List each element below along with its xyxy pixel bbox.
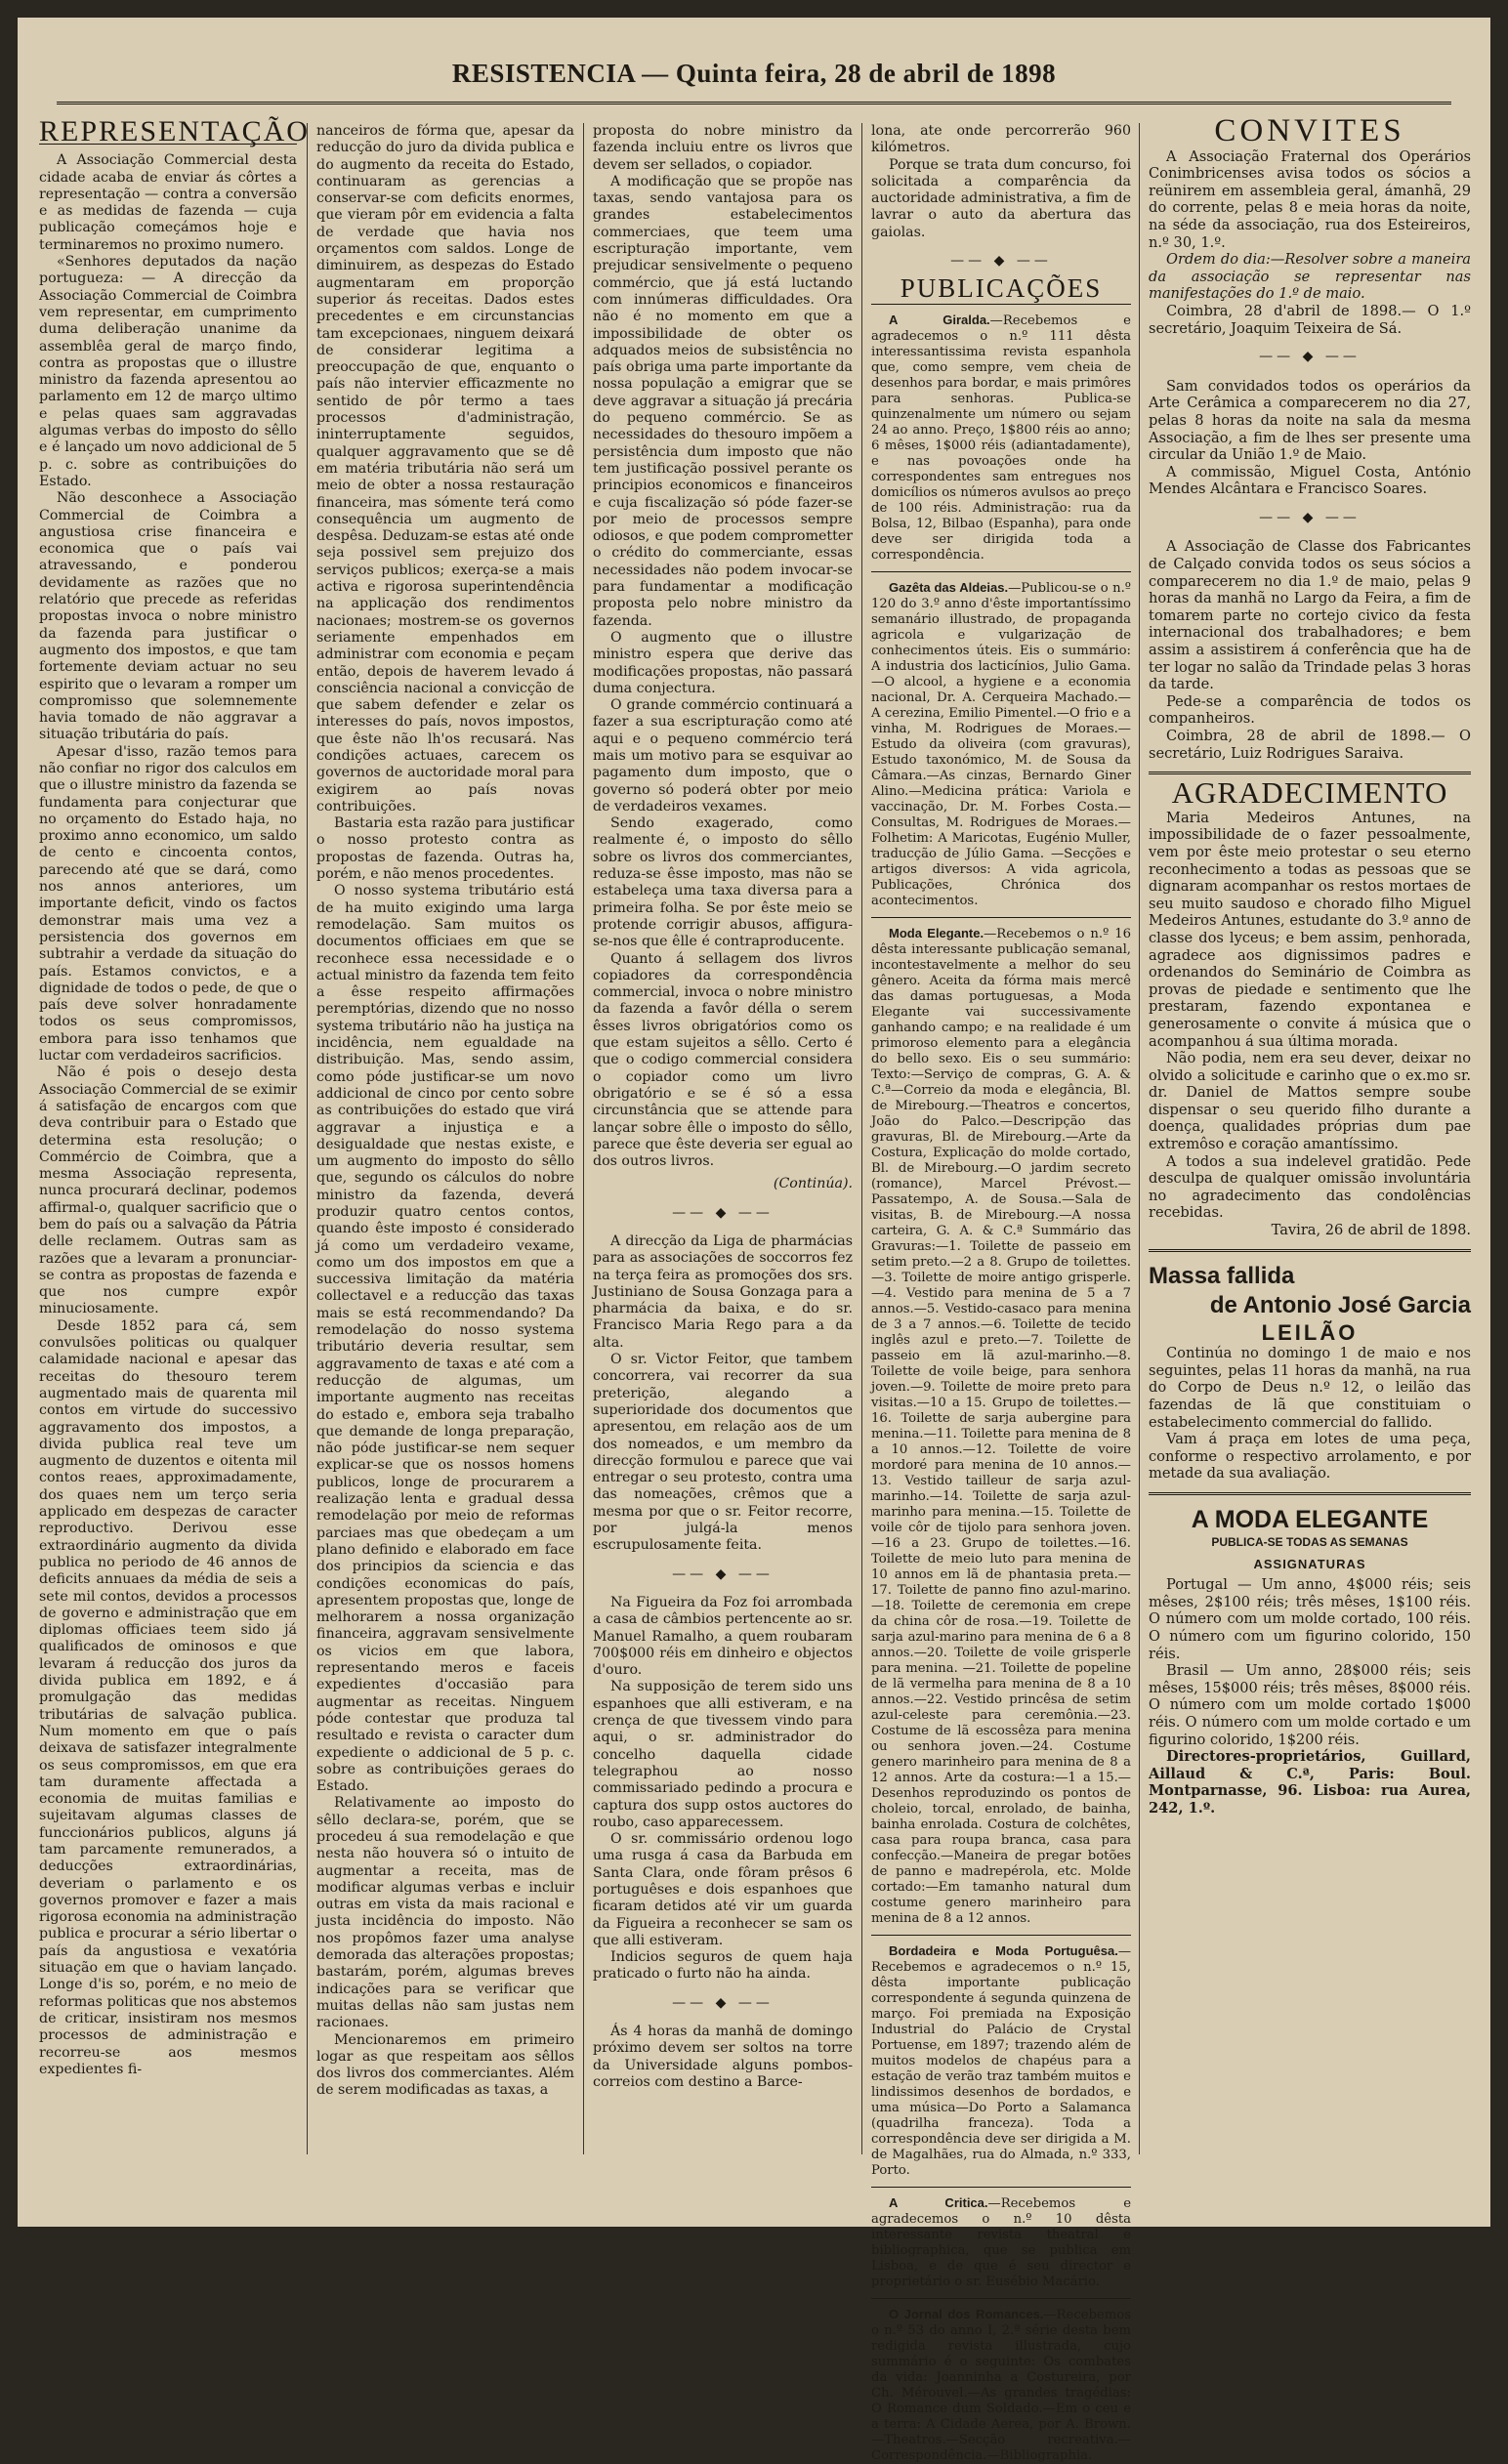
paragraph: A Associação de Classe dos Fabricantes de Calçado convida todos os seus sócios a comparecerem no dia 1.º de maio, pelas 9 horas da manhã no Largo da Feira, a fim de tomarem parte no cortejo civico da festa internacional dos trabalhadores; e bem assim a assistirem á conferência que ha de ter logar no salão da Trindade pelas 3 horas da tarde. xyxy=(1149,538,1471,693)
signature: A commissão, Miguel Costa, António Mendes Alcântara e Francisco Soares. xyxy=(1149,463,1471,498)
item-title: A Critica. xyxy=(889,2195,988,2211)
paragraph: Relativamente ao imposto do sêllo declara-se, porém, que se procedeu á sua remodelação e que nesta não houvera só o intuito de augmentar a receita, mas de modificar algumas verbas e incluir outras em vista da mais racional e justa incidência do imposto. Não nos propômos fazer uma analyse demorada das alterações propostas; bastarám, porém, algumas breves indicações para se verificar que muitas dellas não sam justas nem racionaes. xyxy=(316,1795,574,2031)
paragraph: Bastaria esta razão para justificar o nosso protesto contra as propostas de fazenda. Outras ha, porém, e não menos procedentes. xyxy=(316,815,574,883)
item-title: Gazêta das Aldeias. xyxy=(889,580,1009,596)
moda-elegante-subtitle: PUBLICA-SE TODAS AS SEMANAS xyxy=(1211,1534,1408,1549)
paragraph: Na Figueira da Foz foi arrombada a casa de câmbios pertencente ao sr. Manuel Ramalho, a quem roubaram 700$000 réis em dinheiro e objectos d'ouro. xyxy=(593,1594,853,1679)
paragraph: lona, ate onde percorrerão 960 kilómetros. xyxy=(871,123,1131,156)
header-rule xyxy=(57,102,1451,104)
paragraph: A todos a sua indelevel gratidão. Pede desculpa de qualquer omissão involuntária no agradecimento das condolências recebidas. xyxy=(1149,1152,1471,1222)
column-2 xyxy=(316,123,574,2213)
paragraph: A modificação que se propõe nas taxas, sendo vantajosa para os grandes estabelecimentos commerciaes, que teem uma escripturação importante, vem prejudicar sensivelmente o pequeno commércio, que já está luctando com innúmeras difficuldades. Ora não é no momento em que a impossibilidade de obter os adquados meios de subsistência no país obriga uma parte importante da nossa população a emigrar que se deve aggravar a situação já precária do pequeno commércio. Se as necessidades do thesouro impõem a persistência dum imposto que não tem justificação possivel perante os principios economicos e financeiros e cuja fiscalização só póde fazer-se por meio de processos sempre odiosos, e que podem comprometter o crédito do commerciante, essas necessidades não podem invocar-se para fundamentar a modificação proposta pelo nobre ministro da fazenda. xyxy=(593,173,853,629)
item-body: —Recebemos e agradecemos o n.º 111 dêsta interessantissima revista espanhola que, como sempre, vem cheia de desenhos para bordar, e mais primôres para senhoras. Publica-se quinzenalmente um número ou sejam 24 ao anno. Preço, 1$800 réis ao anno; 6 mêses, 1$000 réis (adiantadamente), e nas povoações onde ha correspondentes sam entregues nos domicílios os números avulsos ao preço de 100 réis. Administração: rua da Bolsa, 12, Bilbao (Espanha), para onde deve ser dirigida toda a correspondência. xyxy=(871,313,1131,564)
item-title: Bordadeira e Moda Portuguêsa. xyxy=(889,1943,1118,1959)
column-3 xyxy=(593,123,853,2213)
paragraph: Não desconhece a Associação Commercial de Coimbra a angustiosa crise financeira e economica que o país vai atravessando, e ponderou devidamente as razões que no relatório que precede as referidas propostas invoca o nobre ministro da fazenda para justificar o augmento dos impostos, e que tam fortemente deviam actuar no seu espirito que o levaram a romper um compromisso que solemnemente havia tomado de não aggravar a situação tributária do país. xyxy=(39,490,297,743)
signature: Coimbra, 28 de abril de 1898.— O secretário, Luiz Rodrigues Saraiva. xyxy=(1149,728,1471,762)
item-body: —Recebemos e agradecemos o n.º 15, dêsta importante publicação correspondente á segunda quinzena de março. Foi premiada na Exposição Industrial do Palácio de Crystal Portuense, em 1897; trazendo além de muitos modelos de chapéus para a estação de verão traz também muitos e lindissimos desenhos de bordados, e uma música—Do Porto a Salamanca (quadrilha franceza). Toda a correspondência deve ser dirigida a M. de Magalhães, rua do Almada, n.º 333, Porto. xyxy=(871,1944,1131,2179)
running-head: RESISTENCIA — Quinta feira, 28 de abril de 1898 xyxy=(451,59,1057,88)
paragraph: Desde 1852 para cá, sem convulsões politicas ou qualquer calamidade nacional e apesar das receitas do thesouro terem augmentado mais de quarenta mil contos em virtude do successivo aggravamento dos impostos, a divida publica real teve um augmento de duzentos e oitenta mil contos reaes, approximadamente, dos quaes nem um terço seria applicado em despezas de caracter reproductivo. Derivou esse extraordinário augmento da divida publica no periodo de 46 annos de deficits annuaes da média de seis a sete mil contos, devidos a processos de governo e administração que em diplomas officiaes teem sido já qualificados de ominosos e que levaram á reducção dos juros da divida publica em 1892, e á promulgação das medidas tributárias de salvação publica. Num momento em que o país deixava de satisfazer integralmente os seus compromissos, em que era tam duramente affectada a economia de muitas familias e sujeitavam algumas classes de funccionários publicos, alguns já tam parcamente remunerados, a deducções extraordinárias, deveriam o parlamento e os governos promover e fazer a mais rigorosa economia na administração publica e procurar a sério libertar o país da angustiosa e vexatória situação em que o haviam lançado. Longe d'is so, porém, e no meio de reformas politicas que nos abstemos de criticar, insistiram nos mesmos processos de administração e recorreu-se aos mesmos expedientes fi- xyxy=(39,1317,297,2077)
section-title-agradecimento: AGRADECIMENTO xyxy=(1171,775,1448,811)
paragraph: Apesar d'isso, razão temos para não confiar no rigor dos calculos em que o illustre ministro da fazenda se fundamenta para conjecturar que no orçamento do Estado haja, no proximo anno economico, um saldo de cento e cincoenta contos, parecendo até que se dará, como nos annos anteriores, um importante deficit, vindo os factos demonstrar mais uma vez a persistencia dos governos em subtrahir a verdade da situação do país. Estamos convictos, e a dignidade de todos o pede, de que o país deve solver honradamente todos os seus compromissos, embora para isso tenhamos que luctar com verdadeiros sacrificios. xyxy=(39,743,297,1065)
paragraph: Vam á praça em lotes de uma peça, conforme o respectivo arrolamento, e por metade da sua avaliação. xyxy=(1149,1431,1471,1483)
newspaper-page xyxy=(18,18,1490,2464)
section-title-convites: CONVITES xyxy=(1214,113,1405,148)
column-1 xyxy=(39,115,310,2213)
paragraph: Continúa no domingo 1 de maio e nos seguintes, pelas 11 horas da manhã, na rua do Corpo de Deus n.º 12, o leilão das fazendas de lã que constituiam o estabelecimento commercial do fallido. xyxy=(1149,1345,1471,1431)
column-rule xyxy=(861,123,862,2154)
column-rule xyxy=(1139,123,1140,2154)
item-title: Moda Elegante. xyxy=(889,926,984,941)
divider xyxy=(1149,1249,1471,1252)
item-title: A Giralda. xyxy=(889,313,990,328)
signature: Tavira, 26 de abril de 1898. xyxy=(1271,1222,1471,1239)
paragraph: O sr. Victor Feitor, que tambem concorrera, vai recorrer da sua preterição, alegando a superioridade dos documentos que apresentou, em relação aos de um dos nomeados, e um membro da direcção formulou e parece que vai entregar o seu protesto, contra uma das nomeações, crêmos que a mesma por que o sr. Feitor recorre, por julgá-la menos escrupulosamente feita. xyxy=(593,1352,853,1554)
paragraph: Sam convidados todos os operários da Arte Cerâmica a comparecerem no dia 27, pelas 8 horas da noite na sala da mesma Associação, a fim de lhes ser presente uma circular da União 1.º de Maio. xyxy=(1149,377,1471,464)
divider xyxy=(871,2187,1131,2188)
paragraph: A Associação Commercial desta cidade acaba de enviar ás côrtes a representação — contra a conversão e as medidas de fazenda — cuja publicação começámos hoje e terminaremos no proximo numero. xyxy=(39,152,297,253)
item-body: —Recebemos e agradecemos o n.º 10 dêsta interessante revista theatral e bibliographica, que se publica em Lisboa, e de que é seu director e proprietário o sr. Eusébio Macário. xyxy=(871,2196,1131,2290)
paragraph: Ás 4 horas da manhã de domingo próximo devem ser soltos na torre da Universidade alguns pombos-correios com destino a Barce- xyxy=(593,2024,853,2090)
item-title: O Jornal dos Romances. xyxy=(889,2307,1044,2322)
paragraph: O grande commércio continuará a fazer a sua escripturação como até aqui e o pequeno commércio terá mais um motivo para se esquivar ao pagamento dum imposto, que o governo só poderá obter por meio de verdadeiros vexames. xyxy=(593,697,853,814)
paragraph: Ordem do dia:—Resolver sobre a maneira da associação se representar nas manifestações do 1.º de maio. xyxy=(1149,251,1471,303)
item-body: —Recebemos o n.º 16 dêsta interessante publicação semanal, incontestavelmente a melhor do seu gênero. Aceita da fórma mais mercê das damas portuguesas, a Moda Elegante vai successivamente ganhando campo; e na realidade é um primoroso elemento para a elegância do bello sexo. Eis o seu summário: Texto:—Serviço de compras, G. A. & C.ª—Correio da moda e elegância, Bl. de Mirebourg.—Theatros e concertos, João do Palco.—Descripção das gravuras, Bl. de Mirebourg.—Arte da Costura, Explicação do molde cortado, Bl. de Mirebourg.—O jardim secreto (romance), Marcel Prévost.—Passatempo, A. de Sousa.—Sala de visitas, B. de Mirebourg.—A nossa carteira, G. A. & C.ª Summário das Gravuras:—1. Toilette de passeio em setim preto.—2 a 8. Grupo de toilettes.—3. Toilette de moire antigo grisperle.—4. Vestido para menina de 5 a 7 annos.—5. Vestido-casaco para menina de 3 a 7 annos.—6. Toilette de tecido inglês azul e preto.—7. Toilette de passeio em lã azul-marinho.—8. Toilette de voile beige, para senhora joven.—9. Toilette de moire preto para visitas.—10 a 15. Grupo de toilettes.—16. Toilette de sarja aubergine para menina.—11. Toilette para menina de 8 a 10 annos.—12. Toilette de voire mordoré para menina de 10 annos.—13. Vestido tailleur de sarja azul-marinho.—14. Toilette de sarja azul-marinho para menina.—15. Toilette de voile côr de tijolo para senhora joven. —16 a 23. Grupo de toilettes.—16. Toilette de meio luto para menina de 10 annos em lã de phantasia preta.—17. Toilette de panno fino azul-marino.—18. Toilette de ceremonia em crepe da china côr de rosa.—19. Toilette de sarja azul-marino para menina de 6 a 8 annos.—20. Toilette de voile grisperle para menina. —21. Toilette de popeline de lã vermelha para menina de 8 a 10 annos.—22. Vestido princêsa de setim azul-celeste para ceremônia.—23. Costume de lã escossêza para menina ou senhora joven.—24. Costume genero marinheiro para menina de 8 a 12 annos. Arte da costura:—1 a 15.—Desenhos reproduzindo os pontos de choleio, torcal, enrolado, de bainha, bainha enrolada. Costura de colchêtes, casa para roupa branca, casa para confecção.—Maneira de pregar botões de panno e madrepérola, etc. Molde cortado:—Em tamanho natural dum costume genero marinheiro para menina de 8 a 12 annos. xyxy=(871,927,1131,1927)
paragraph: Indicios seguros de quem haja praticado o furto não ha ainda. xyxy=(593,1949,853,1983)
divider xyxy=(871,917,1131,918)
column-5 xyxy=(1149,113,1471,2213)
divider xyxy=(871,2298,1131,2299)
item-body: —Recebemos o n.º 53 do anno I, 2.ª série desta bem redigida revista illustrada, cujo summário é o seguinte: Os combates da vida: Joanninha a Costureira, por Ch. Mérouvel.—As grandes tragédias: O Romance dum Soldado.—Em o ceu e a terra: A Cidade Aerea, por A. Brown.—Theatros.—Secção recreativa.—Correspondência.—Bibliographia. xyxy=(871,2308,1131,2464)
paragraph: «Senhores deputados da nação portugueza: — A direcção da Associação Commercial de Coimbra vem representar, em cumprimento duma deliberação unanime da assemblêa geral de março findo, contra as propostas que o illustre ministro da fazenda apresentou ao parlamento em 12 de março ultimo e pelas quaes sam aggravadas algumas verbas do imposto do sêllo e é lançado um novo addicional de 5 p. c. sobre as contribuições do Estado. xyxy=(39,254,297,489)
divider xyxy=(871,571,1131,572)
paragraph: Sendo exagerado, como realmente é, o imposto do sêllo sobre os livros dos commerciantes, reduza-se êsse imposto, mas não se estabeleça uma taxa diversa para a primeira folha. Se por êste meio se protende corrigir abusos, affigura-se-nos que êlle é contraproducente. xyxy=(593,815,853,950)
leilao-title: LEILÃO xyxy=(1261,1319,1359,1345)
fleuron-divider: —— ◆ —— xyxy=(1259,349,1361,365)
section-title-publicacoes: PUBLICAÇÕES xyxy=(900,273,1103,304)
paragraph: O nosso systema tributário está de ha muito exigindo uma larga remodelação. Sam muitos os documentos officiaes em que se reconhece essa necessidade e o actual ministro da fazenda tem feito a êsse respeito affirmações peremptórias, dizendo que no nosso systema tributário não ha justiça na incidência, nem egualdade na distribuição. Mas, sendo assim, como póde justificar-se um novo addicional de cinco por cento sobre as contribuições do estado que virá aggravar a injustiça e a desigualdade que nestas existe, e um augmento do imposto do sêllo que, segundo os cálculos do nobre ministro da fazenda, deverá produzir quatro centos contos, quando êste imposto é considerado já como um verdadeiro vexame, como um dos impostos em que a successiva limitação da matéria collectavel e a reducção das taxas mais se está recommendando? Da remodelação do nosso systema tributário deveria resultar, sem aggravamento de taxas e até com a reducção de algumas, um importante augmento nas receitas do estado e, embora seja trabalho que demande de longa preparação, não póde justificar-se nem sequer explicar-se que os nossos homens publicos, longe de procurarem a realização lenta e gradual dessa remodelação por meio de reformas parciaes mas que obedeçam a um plano definido e elaborado em face dos principios da sciencia e das condições economicas do país, apresentem propostas que, longe de melhorarem a nossa organização financeira, aggravam sensivelmente os vicios em que labora, representando meros e faceis expedientes d'occasião para augmentar as receitas. Ninguem póde contestar que produza tal resultado e revista o caracter dum expediente o addicional de 5 p. c. sobre as contribuições geraes do Estado. xyxy=(316,883,574,1795)
divider xyxy=(871,304,1131,305)
massa-fallida-title: Massa fallida xyxy=(1149,1262,1295,1289)
divider xyxy=(1149,772,1471,774)
paragraph: Mencionaremos em primeiro logar as que respeitam aos sêllos dos livros dos commerciantes. Além de serem modificadas as taxas, a xyxy=(316,2031,574,2099)
divider xyxy=(1149,1492,1471,1495)
paragraph: Porque se trata dum concurso, foi solicitada a comparência da auctoridade administrativa, a fim de lavrar o auto da abertura das gaiolas. xyxy=(871,156,1131,240)
paragraph: A Associação Fraternal dos Operários Conimbricenses avisa todos os sócios a reünirem em assembleia geral, ámanhã, 29 do corrente, pelas 8 e meia horas da noite, na séde da associação, rua dos Esteireiros, n.º 30, 1.º. xyxy=(1149,147,1471,251)
paragraph: Maria Medeiros Antunes, na impossibilidade de o fazer pessoalmente, vem por êste meio protestar o seu eterno reconhecimento a todas as pessoas que se dignaram acompanhar os restos mortaes de seu muito saudoso e chorado filho Miguel Medeiros Antunes, estudante do 3.º anno de classe dos lyceus; e bem assim, penhorada, agradece aos dignissimos padres e ordenandos do Seminário de Coimbra as provas de piedade e sentimento que lhe prestaram, fazendo expontanea e generosamente o convite á música que o acompanhou á sua última morada. xyxy=(1149,809,1471,1050)
divider xyxy=(871,1935,1131,1936)
paragraph: Pede-se a comparência de todos os companheiros. xyxy=(1149,692,1471,728)
column-rule xyxy=(307,123,308,2154)
paragraph: A direcção da Liga de pharmácias para as associações de soccorros fez na terça feira as promoções dos srs. Justiniano de Sousa Gonzaga para a pharmácia da baixa, e do sr. Francisco Maria Rego para a da alta. xyxy=(593,1233,853,1351)
continua-note: (Continúa). xyxy=(773,1176,853,1192)
paragraph: Não podia, nem era seu dever, deixar no olvido a solicitude e carinho que o ex.mo sr. dr. Daniel de Mattos sempre soube dispensar o seu querido filho durante a doença, qualidades próprias dum pae extremôso e coração amantíssimo. xyxy=(1149,1050,1471,1153)
section-title-representacao: REPRESENTAÇÃO xyxy=(39,115,310,147)
massa-fallida-name: de Antonio José Garcia xyxy=(1209,1291,1471,1318)
paragraph: Não é pois o desejo desta Associação Commercial de se eximir á satisfação de encargos com que deva contribuir para o Estado que determina esta resolução; o Commércio de Coimbra, que a mesma Associação representa, nunca procurará declinar, podemos affirmal-o, qualquer sacrificio que o bem do país ou a salvação da Pátria delle reclamem. Outras sam as razões que a levaram a pronunciar-se contra as propostas de fazenda e que nos cumpre expôr minuciosamente. xyxy=(39,1065,297,1317)
paragraph: Brasil — Um anno, 28$000 réis; seis mêses, 15$000 réis; três mêses, 8$000 réis. O número com um molde cortado 1$000 réis. O número com um molde cortado e um figurino colorido, 1$200 réis. xyxy=(1149,1662,1471,1748)
fleuron-divider: —— ◆ —— xyxy=(950,253,1052,270)
fleuron-divider: —— ◆ —— xyxy=(1259,509,1361,525)
paragraph: Quanto á sellagem dos livros copiadores da correspondência commercial, invoca o nobre ministro da fazenda a favôr délla o serem êsses livros obrigatórios como os que estam sujeitos a sêllo. Certo é que o codigo commercial considera o copiador como um livro obrigatório e se é só a essa circunstância que se attende para lançar sobre êlle o imposto do sêllo, parece que êste deveria ser egual ao dos outros livros. xyxy=(593,950,853,1170)
paragraph: proposta do nobre ministro da fazenda incluiu entre os livros que devem ser sellados, o copiador. xyxy=(593,123,853,173)
signature: Coimbra, 28 d'abril de 1898.— O 1.º secretário, Joaquim Teixeira de Sá. xyxy=(1149,302,1471,337)
column-rule xyxy=(583,123,584,2154)
paragraph: Na supposição de terem sido uns espanhoes que alli estiveram, e na crença de que tivessem vindo para aqui, o sr. administrador do concelho daquella cidade telegraphou ao nosso commissariado pedindo a procura e captura dos supp ostos auctores do roubo, caso apparecessem. xyxy=(593,1679,853,1830)
paragraph: O sr. commissário ordenou logo uma rusga á casa da Barbuda em Santa Clara, onde fôram prêsos 6 portuguêses e dois espanhoes que ficaram detidos até vir um guarda da Figueira a reconhecer se sam os que alli estiveram. xyxy=(593,1831,853,1948)
fleuron-divider: —— ◆ —— xyxy=(672,1994,774,2011)
column-4 xyxy=(871,123,1131,2464)
paragraph: nanceiros de fórma que, apesar da reducção do juro da divida publica e do augmento da receita do Estado, continuaram as gerencias a conservar-se com deficits enormes, que vieram pôr em evidencia a falta de verdade que havia nos orçamentos com saldos. Longe de diminuirem, as despezas do Estado augmentaram em proporção superior ás receitas. Dados estes precedentes e em circunstancias tam excepcionaes, ninguem deixará de considerar legitima a preoccupação de que, enquanto o país não intervier efficazmente no sentido de pôr termo a taes processos d'administração, ininterruptamente seguidos, qualquer aggravamento que se dê em matéria tributária não será um meio de obter a nossa restauração financeira, mas sómente terá como consequência um augmento de despêsa. Deduzam-se estas até onde seja possivel sem prejuizo dos serviços publicos; exerça-se a mais activa e rigorosa superintendência na applicação dos rendimentos nacionaes; mostrem-se os governos seriamente empenhados em administrar com economia e peçam então, depois de haverem levado á consciência nacional a convicção de que sabem defender e zelar os interesses do país, novos impostos, que êste não lh'os recusará. Nas condições actuaes, carecem os governos de auctoridade moral para exigirem ao país novas contribuições. xyxy=(316,123,574,814)
paragraph: O augmento que o illustre ministro espera que derive das modificações propostas, não passará duma conjectura. xyxy=(593,629,853,696)
fleuron-divider: —— ◆ —— xyxy=(672,1204,774,1221)
item-body: —Publicou-se o n.º 120 do 3.º anno d'êste importantíssimo semanário illustrado, de propaganda agricola e vulgarização de conhecimentos úteis. Eis o summário: A industria dos lacticínios, Julio Gama. —O alcool, a hygiene e a economia nacional, Dr. A. Cerqueira Machado.—A cerezina, Emilio Pimentel.—O frio e a vinha, M. Rodrigues de Moraes.—Estudo da oliveira (com gravuras), Estudo taxonómico, M. de Sousa da Câmara.—As cinzas, Bernardo Giner Alino.—Medicina prática: Variola e vaccinação, Dr. M. Forbes Costa.—Consultas, M. Rodrigues de Moraes.—Folhetim: A Maricotas, Eugénio Muller, traducção de Júlio Gama. —Secções e artigos diversos: A vida agricola, Publicações, Chrónica dos acontecimentos. xyxy=(871,581,1131,909)
paragraph: Directores-proprietários, Guillard, Aillaud & C.ª, Paris: Boul. Montparnasse, 96. Lisboa: rua Aurea, 242, 1.º. xyxy=(1149,1748,1471,1817)
moda-elegante-title: A MODA ELEGANTE xyxy=(1191,1505,1429,1533)
assignaturas-title: ASSIGNATURAS xyxy=(1253,1556,1366,1571)
fleuron-divider: —— ◆ —— xyxy=(672,1566,774,1582)
paragraph: Portugal — Um anno, 4$000 réis; seis mêses, 2$100 réis; três mêses, 1$100 réis. O número com um molde cortado, 100 réis. O número com um figurino colorido, 150 réis. xyxy=(1149,1576,1471,1662)
